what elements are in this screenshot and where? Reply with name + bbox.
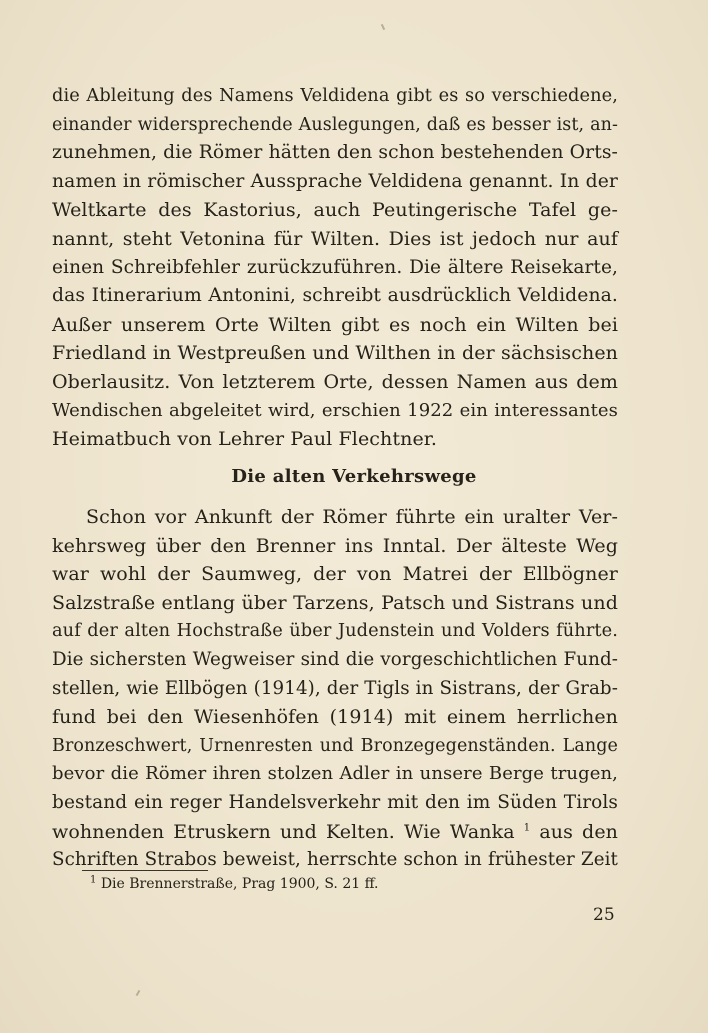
text-line: kehrsweg über den Brenner ins Inntal. Der älteste Weg [52,534,618,557]
text-line: bevor die Römer ihren stolzen Adler in unsere Berge trugen, [52,763,618,785]
text-line: Friedland in Westpreußen und Wilthen in der sächsischen [52,342,618,365]
text-line: Bronzeschwert, Urnenresten und Bronzegegenständen. Lange [52,735,618,756]
text-line: die Ableitung des Namens Veldidena gibt es so verschiedene, [52,86,618,106]
footnote-reference: 1 [523,822,531,834]
paragraph-verkehrswege [52,503,618,875]
text-line: das Itinerarium Antonini, schreibt ausdrücklich Veldidena. [52,285,618,307]
section-heading: Die alten Verkehrswege [231,466,477,487]
text-line: einander widersprechende Auslegungen, daß es besser ist, an- [52,114,618,135]
footnote-divider [82,870,208,871]
text-line: einen Schreibfehler zurückzuführen. Die ältere Reisekarte, [52,256,618,278]
text-line: Außer unserem Orte Wilten gibt es noch ein Wilten bei [52,313,618,336]
text-line: stellen, wie Ellbögen (1914), der Tigls in Sistrans, der Grab- [52,677,618,699]
text-line: Weltkarte des Kastorius, auch Peutingerische Tafel ge- [52,199,618,222]
text-line: fund bei den Wiesenhöfen (1914) mit einem herrlichen [52,706,618,729]
text-line: nannt, steht Vetonina für Wilten. Dies ist jedoch nur auf [52,227,618,250]
text-line: war wohl der Saumweg, der von Matrei der Ellbögner [52,563,618,586]
text-segment: wohnenden Etruskern und Kelten. Wie Wanka [52,820,515,843]
text-line: Heimatbuch von Lehrer Paul Flechtner. [52,428,438,451]
text-line-with-footnote-ref [52,818,618,847]
text-line: Wendischen abgeleitet wird, erschien 1922 ein interessantes [52,399,618,421]
paper-speck [381,24,385,30]
text-line: bestand ein reger Handelsverkehr mit den im Süden Tirols [52,791,618,813]
text-line: Die sichersten Wegweiser sind die vorgeschichtlichen Fund- [52,648,618,670]
footnote-text: Die Brennerstraße, Prag 1900, S. 21 ff. [100,876,379,892]
paragraph-veldidena [52,82,618,454]
footnote [90,874,378,894]
text-segment: aus den [539,820,619,843]
text-line: Schriften Strabos beweist, herrschte schon in frühester Zeit [52,849,618,871]
text-line: namen in römischer Aussprache Veldidena genannt. In der [52,170,618,192]
text-line: Schon vor Ankunft der Römer führte ein uralter Ver- [86,506,618,528]
paper-speck [136,990,141,996]
text-line: zunehmen, die Römer hätten den schon bestehenden Orts- [52,142,618,164]
text-line: auf der alten Hochstraße über Judenstein und Volders führte. [52,621,618,642]
footnote-marker: 1 [90,874,97,886]
text-line: Salzstraße entlang über Tarzens, Patsch und Sistrans und [52,591,618,614]
page-number: 25 [593,905,615,925]
text-line: Oberlausitz. Von letzterem Orte, dessen Namen aus dem [52,370,618,393]
